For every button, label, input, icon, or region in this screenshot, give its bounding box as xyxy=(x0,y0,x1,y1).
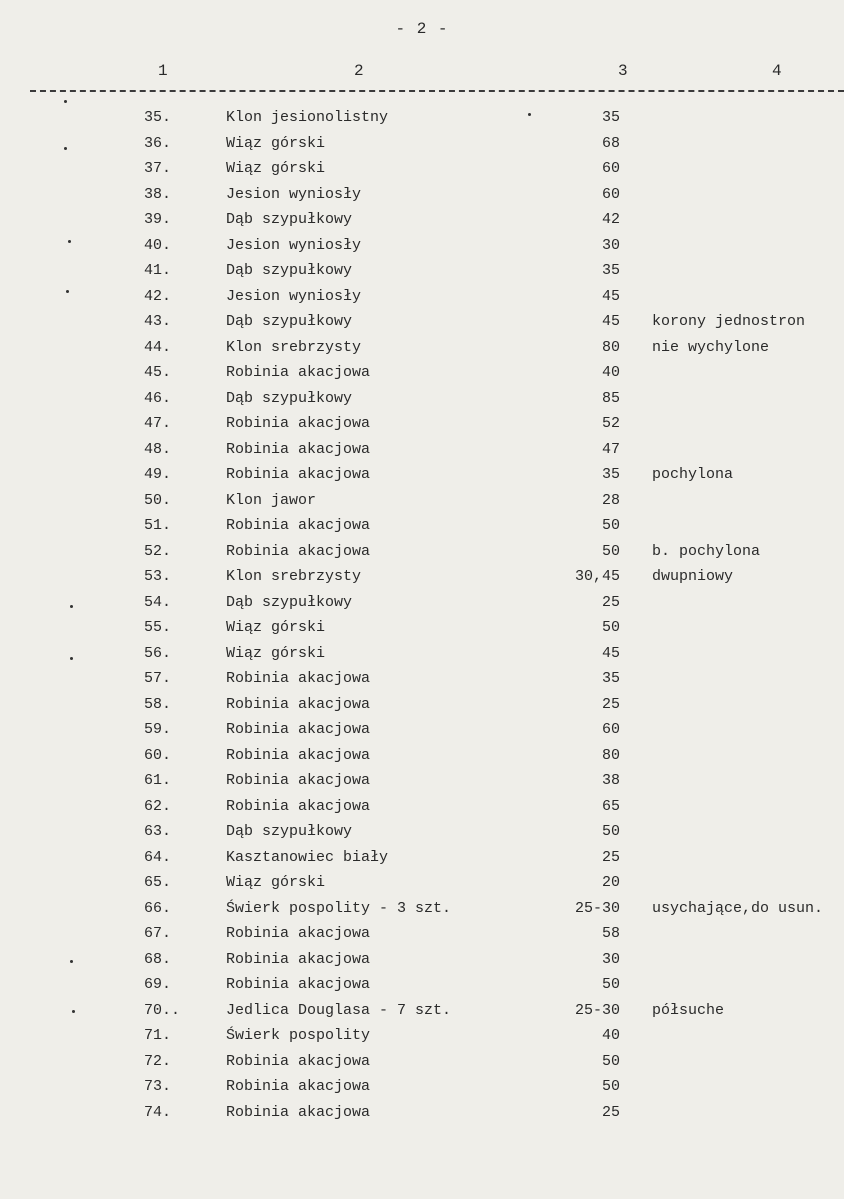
tree-species: Robinia akacjowa xyxy=(226,364,371,381)
table-row xyxy=(0,335,844,361)
table-row xyxy=(0,360,844,386)
tree-value: 58 xyxy=(601,925,620,942)
tree-species: Świerk pospolity - 3 szt. xyxy=(226,899,452,917)
margin-mark xyxy=(68,240,71,243)
row-number: 69. xyxy=(144,976,172,993)
margin-mark xyxy=(64,100,67,103)
row-number: 48. xyxy=(144,440,172,458)
table-row xyxy=(0,819,844,845)
margin-mark xyxy=(64,147,67,150)
table-row xyxy=(0,284,844,310)
margin-mark xyxy=(70,960,73,963)
table-row xyxy=(0,896,844,922)
row-number: 68. xyxy=(144,950,172,968)
tree-value: 80 xyxy=(601,338,620,356)
tree-species: Jesion wyniosły xyxy=(226,287,362,305)
table-row xyxy=(0,411,844,437)
tree-value: 50 xyxy=(601,542,620,560)
row-number: 39. xyxy=(144,211,172,228)
table-row xyxy=(0,870,844,896)
tree-species: Jesion wyniosły xyxy=(226,185,362,203)
row-number: 71. xyxy=(144,1027,172,1044)
row-number: 65. xyxy=(144,874,172,891)
tree-species: Robinia akacjowa xyxy=(226,976,371,993)
column-header-3: 3 xyxy=(618,62,628,80)
tree-value: 30 xyxy=(601,950,620,968)
table-row xyxy=(0,666,844,692)
tree-value: 85 xyxy=(601,389,620,407)
tree-species: Robinia akacjowa xyxy=(226,1103,371,1121)
tree-species: Dąb szypułkowy xyxy=(226,211,353,228)
tree-species: Robinia akacjowa xyxy=(226,542,371,560)
tree-value: 28 xyxy=(601,491,620,509)
table-row xyxy=(0,1023,844,1049)
tree-value: 25 xyxy=(601,695,620,713)
tree-species: Robinia akacjowa xyxy=(226,440,371,458)
tree-note: usychające,do usun. xyxy=(652,899,824,917)
tree-value: 38 xyxy=(601,772,620,789)
tree-species: Wiąz górski xyxy=(226,874,326,891)
margin-mark xyxy=(528,113,531,116)
row-number: 70.. xyxy=(144,1001,181,1019)
tree-table xyxy=(0,105,844,1125)
tree-species: Klon srebrzysty xyxy=(226,338,362,356)
tree-species: Robinia akacjowa xyxy=(226,746,371,764)
tree-species: Robinia akacjowa xyxy=(226,466,371,483)
tree-value: 45 xyxy=(601,287,620,305)
table-row xyxy=(0,258,844,284)
table-row xyxy=(0,488,844,514)
table-row xyxy=(0,1049,844,1075)
tree-value: 40 xyxy=(601,364,620,381)
tree-species: Robinia akacjowa xyxy=(226,925,371,942)
table-row xyxy=(0,309,844,335)
tree-species: Robinia akacjowa xyxy=(226,695,371,713)
table-row xyxy=(0,921,844,947)
column-header-4: 4 xyxy=(772,62,782,80)
tree-value: 35 xyxy=(601,109,620,126)
row-number: 62. xyxy=(144,797,172,815)
row-number: 58. xyxy=(144,695,172,713)
table-row xyxy=(0,233,844,259)
tree-species: Świerk pospolity xyxy=(226,1027,371,1044)
tree-value: 20 xyxy=(601,874,620,891)
tree-value: 40 xyxy=(601,1027,620,1044)
tree-value: 47 xyxy=(601,440,620,458)
table-row xyxy=(0,845,844,871)
tree-value: 30,45 xyxy=(574,568,620,585)
row-number: 67. xyxy=(144,925,172,942)
tree-species: Kasztanowiec biały xyxy=(226,848,389,866)
tree-value: 50 xyxy=(601,823,620,840)
tree-value: 35 xyxy=(601,466,620,483)
table-row xyxy=(0,717,844,743)
tree-value: 50 xyxy=(601,1052,620,1070)
tree-value: 25 xyxy=(601,1103,620,1121)
tree-species: Wiąz górski xyxy=(226,160,326,177)
tree-value: 25-30 xyxy=(574,1001,620,1019)
row-number: 59. xyxy=(144,721,172,738)
tree-value: 35 xyxy=(601,262,620,279)
row-number: 38. xyxy=(144,185,172,203)
tree-value: 60 xyxy=(601,185,620,203)
margin-mark xyxy=(70,605,73,608)
tree-note: korony jednostron xyxy=(652,313,806,330)
row-number: 72. xyxy=(144,1052,172,1070)
table-row xyxy=(0,462,844,488)
tree-value: 68 xyxy=(601,134,620,152)
page-number: - 2 - xyxy=(395,20,449,38)
tree-value: 52 xyxy=(601,415,620,432)
row-number: 35. xyxy=(144,109,172,126)
tree-species: Robinia akacjowa xyxy=(226,415,371,432)
row-number: 57. xyxy=(144,670,172,687)
header-divider xyxy=(30,90,844,92)
row-number: 45. xyxy=(144,364,172,381)
table-row xyxy=(0,207,844,233)
tree-species: Dąb szypułkowy xyxy=(226,823,353,840)
tree-note: pochylona xyxy=(652,466,734,483)
tree-species: Wiąz górski xyxy=(226,134,326,152)
column-header-1: 1 xyxy=(158,62,168,80)
table-row xyxy=(0,743,844,769)
tree-value: 50 xyxy=(601,619,620,636)
row-number: 50. xyxy=(144,491,172,509)
row-number: 60. xyxy=(144,746,172,764)
row-number: 61. xyxy=(144,772,172,789)
row-number: 64. xyxy=(144,848,172,866)
table-row xyxy=(0,1074,844,1100)
table-row xyxy=(0,105,844,131)
table-row xyxy=(0,794,844,820)
row-number: 44. xyxy=(144,338,172,356)
row-number: 51. xyxy=(144,517,172,534)
tree-value: 45 xyxy=(601,644,620,662)
tree-value: 25 xyxy=(601,848,620,866)
table-row xyxy=(0,539,844,565)
table-row xyxy=(0,156,844,182)
row-number: 43. xyxy=(144,313,172,330)
row-number: 46. xyxy=(144,389,172,407)
tree-species: Wiąz górski xyxy=(226,619,326,636)
row-number: 63. xyxy=(144,823,172,840)
tree-species: Robinia akacjowa xyxy=(226,1052,371,1070)
column-header-2: 2 xyxy=(354,62,364,80)
tree-species: Robinia akacjowa xyxy=(226,721,371,738)
tree-species: Robinia akacjowa xyxy=(226,950,371,968)
table-row xyxy=(0,182,844,208)
tree-note: nie wychylone xyxy=(652,338,770,356)
margin-mark xyxy=(70,657,73,660)
row-number: 53. xyxy=(144,568,172,585)
tree-species: Robinia akacjowa xyxy=(226,772,371,789)
tree-value: 50 xyxy=(601,976,620,993)
row-number: 40. xyxy=(144,236,172,254)
row-number: 36. xyxy=(144,134,172,152)
tree-species: Dąb szypułkowy xyxy=(226,313,353,330)
table-row xyxy=(0,590,844,616)
tree-species: Wiąz górski xyxy=(226,644,326,662)
tree-value: 50 xyxy=(601,1078,620,1095)
tree-value: 35 xyxy=(601,670,620,687)
tree-note: b. pochylona xyxy=(652,542,761,560)
tree-species: Dąb szypułkowy xyxy=(226,389,353,407)
row-number: 73. xyxy=(144,1078,172,1095)
tree-value: 42 xyxy=(601,211,620,228)
tree-value: 45 xyxy=(601,313,620,330)
row-number: 54. xyxy=(144,593,172,611)
tree-value: 50 xyxy=(601,517,620,534)
tree-species: Jesion wyniosły xyxy=(226,236,362,254)
table-row xyxy=(0,1100,844,1126)
row-number: 66. xyxy=(144,899,172,917)
row-number: 47. xyxy=(144,415,172,432)
table-row xyxy=(0,437,844,463)
tree-value: 25 xyxy=(601,593,620,611)
margin-mark xyxy=(66,290,69,293)
row-number: 74. xyxy=(144,1103,172,1121)
table-row xyxy=(0,972,844,998)
tree-species: Robinia akacjowa xyxy=(226,797,371,815)
table-row xyxy=(0,768,844,794)
tree-value: 60 xyxy=(601,160,620,177)
tree-note: półsuche xyxy=(652,1001,725,1019)
row-number: 49. xyxy=(144,466,172,483)
tree-species: Klon jesionolistny xyxy=(226,109,389,126)
row-number: 37. xyxy=(144,160,172,177)
tree-value: 65 xyxy=(601,797,620,815)
table-row xyxy=(0,998,844,1024)
table-row xyxy=(0,641,844,667)
tree-species: Robinia akacjowa xyxy=(226,670,371,687)
row-number: 56. xyxy=(144,644,172,662)
tree-value: 80 xyxy=(601,746,620,764)
tree-species: Robinia akacjowa xyxy=(226,1078,371,1095)
table-row xyxy=(0,615,844,641)
table-row xyxy=(0,386,844,412)
row-number: 55. xyxy=(144,619,172,636)
tree-species: Jedlica Douglasa - 7 szt. xyxy=(226,1001,452,1019)
row-number: 41. xyxy=(144,262,172,279)
tree-value: 25-30 xyxy=(574,899,620,917)
tree-value: 30 xyxy=(601,236,620,254)
tree-value: 60 xyxy=(601,721,620,738)
tree-species: Klon srebrzysty xyxy=(226,568,362,585)
table-row xyxy=(0,564,844,590)
margin-mark xyxy=(72,1010,75,1013)
tree-species: Robinia akacjowa xyxy=(226,517,371,534)
tree-species: Dąb szypułkowy xyxy=(226,262,353,279)
table-row xyxy=(0,692,844,718)
row-number: 52. xyxy=(144,542,172,560)
tree-species: Klon jawor xyxy=(226,491,317,509)
tree-species: Dąb szypułkowy xyxy=(226,593,353,611)
table-row xyxy=(0,131,844,157)
table-row xyxy=(0,947,844,973)
table-row xyxy=(0,513,844,539)
row-number: 42. xyxy=(144,287,172,305)
tree-note: dwupniowy xyxy=(652,568,734,585)
